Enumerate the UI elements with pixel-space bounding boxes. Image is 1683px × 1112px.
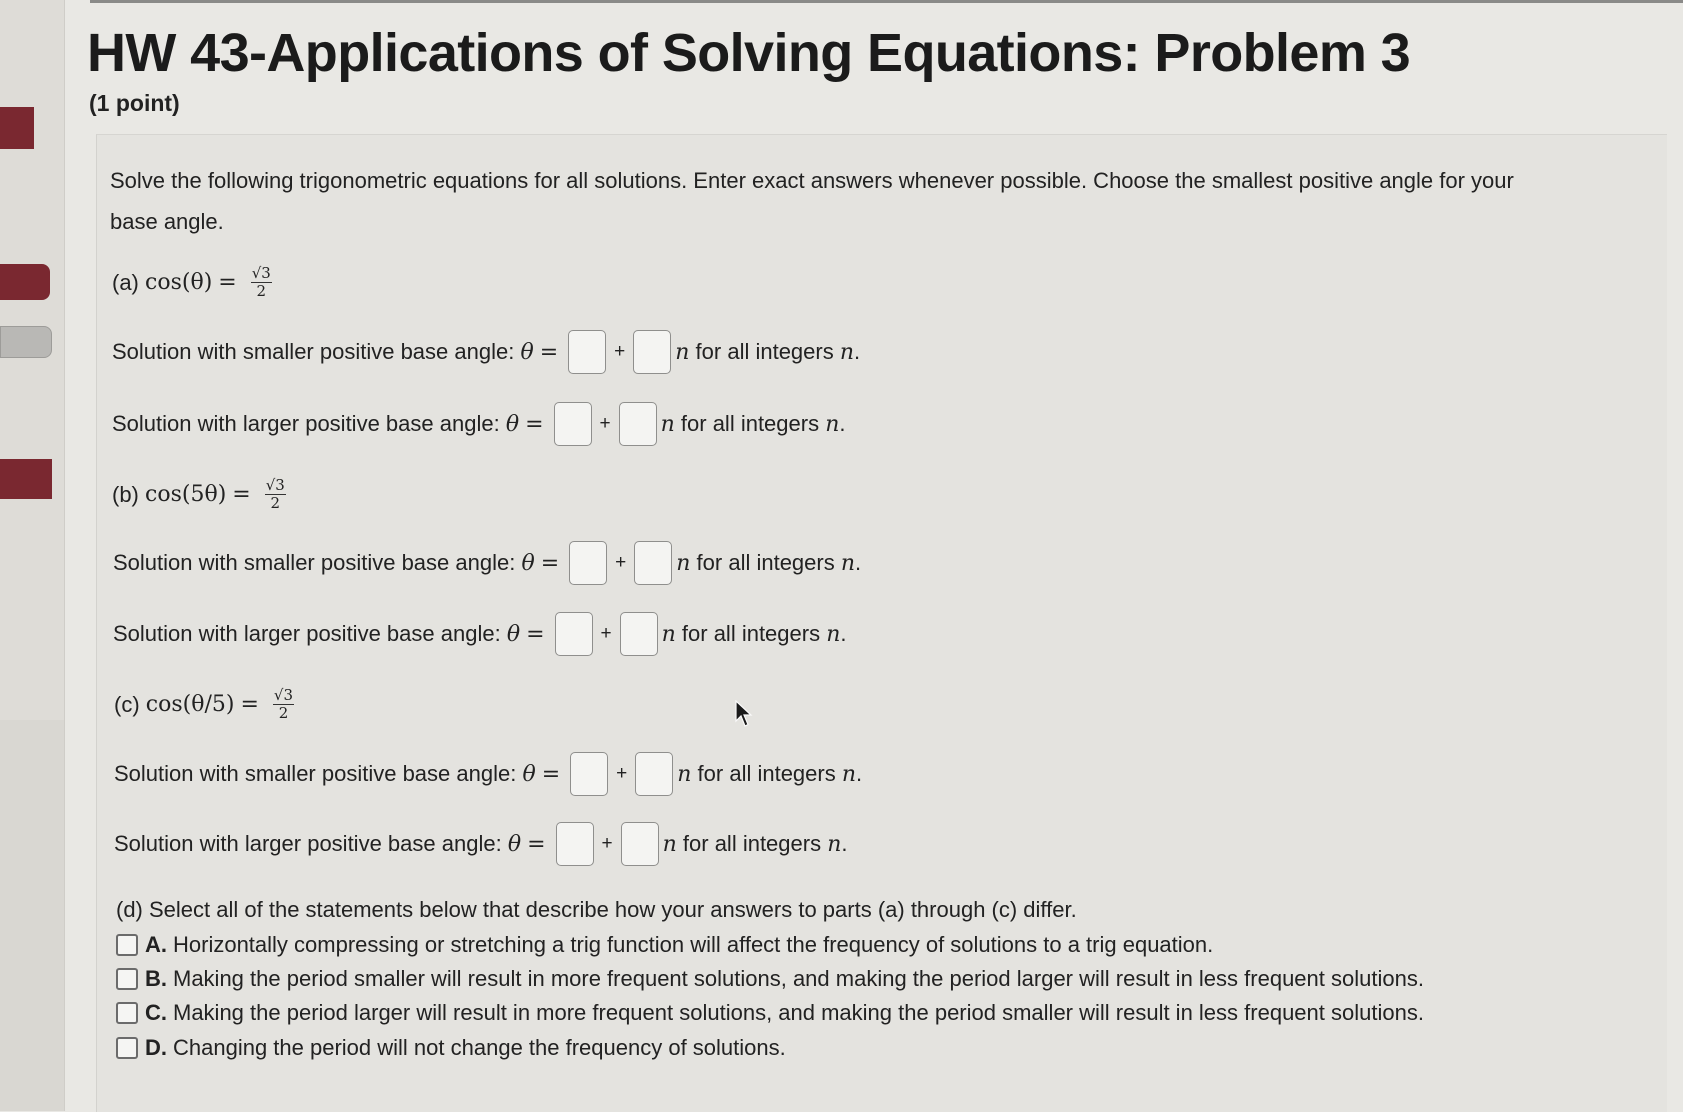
answer-input-a2[interactable] xyxy=(633,330,671,374)
nav-button[interactable] xyxy=(0,326,52,358)
part-a-equation: (a) cos(θ) = $\frac{√3}{2}$ xyxy=(112,264,271,300)
part-b-equation: (b) cos(5θ) = $\frac{√3}{2}$ xyxy=(112,476,285,512)
fraction: $\frac{√3}{2}$ xyxy=(273,686,294,722)
answer-input-c4[interactable] xyxy=(621,822,659,866)
part-b-smaller-row: Solution with smaller positive base angle: θ = + n for all integers n . xyxy=(113,541,861,585)
part-d-prompt: (d) Select all of the statements below that describe how your answers to parts (a) through (c) differ. xyxy=(116,897,1077,922)
left-nav-panel xyxy=(0,0,65,1111)
answer-input-a4[interactable] xyxy=(619,402,657,446)
fraction: $\frac{√3}{2}$ xyxy=(265,476,285,512)
answer-input-c1[interactable] xyxy=(570,752,608,796)
nav-marker[interactable] xyxy=(0,459,52,499)
page-title: HW 43-Applications of Solving Equations: Problem 3 xyxy=(87,23,1411,83)
answer-input-a3[interactable] xyxy=(554,402,592,446)
problem-instructions: Solve the following trigonometric equations for all solutions. Enter exact answers whenever possible. Choose the smallest positive angle for your base angle. xyxy=(110,168,1514,234)
point-value: (1 point) xyxy=(89,90,180,116)
checkbox-c[interactable] xyxy=(116,1002,138,1024)
top-border xyxy=(90,0,1683,3)
part-c-smaller-row: Solution with smaller positive base angle: θ = + n for all integers n . xyxy=(114,752,862,796)
answer-input-a1[interactable] xyxy=(568,330,606,374)
nav-button-active[interactable] xyxy=(0,264,50,300)
part-c-equation: (c) cos(θ/5) = $\frac{√3}{2}$ xyxy=(114,686,294,722)
answer-input-b1[interactable] xyxy=(569,541,607,585)
part-a-larger-row: Solution with larger positive base angle: θ = + n for all integers n . xyxy=(112,402,846,446)
checkbox-a[interactable] xyxy=(116,934,138,956)
answer-input-b3[interactable] xyxy=(555,612,593,656)
mouse-cursor-icon xyxy=(735,700,753,728)
answer-input-b4[interactable] xyxy=(620,612,658,656)
part-a-smaller-row: Solution with smaller positive base angle: θ = + n for all integers n . xyxy=(112,330,860,374)
fraction: $\frac{√3}{2}$ xyxy=(251,264,271,300)
option-b[interactable]: B. Making the period smaller will result in more frequent solutions, and making the period larger will result in less frequent solutions. xyxy=(116,966,1424,992)
option-a[interactable]: A. Horizontally compressing or stretching a trig function will affect the frequency of solutions to a trig equation. xyxy=(116,932,1213,958)
checkbox-b[interactable] xyxy=(116,968,138,990)
answer-input-b2[interactable] xyxy=(634,541,672,585)
part-c-larger-row: Solution with larger positive base angle: θ = + n for all integers n . xyxy=(114,822,848,866)
answer-input-c3[interactable] xyxy=(556,822,594,866)
nav-marker[interactable] xyxy=(0,107,34,149)
option-c[interactable]: C. Making the period larger will result in more frequent solutions, and making the period smaller will result in less frequent solutions. xyxy=(116,1000,1424,1026)
answer-input-c2[interactable] xyxy=(635,752,673,796)
checkbox-d[interactable] xyxy=(116,1037,138,1059)
part-b-larger-row: Solution with larger positive base angle: θ = + n for all integers n . xyxy=(113,612,847,656)
option-d[interactable]: D. Changing the period will not change the frequency of solutions. xyxy=(116,1035,786,1061)
